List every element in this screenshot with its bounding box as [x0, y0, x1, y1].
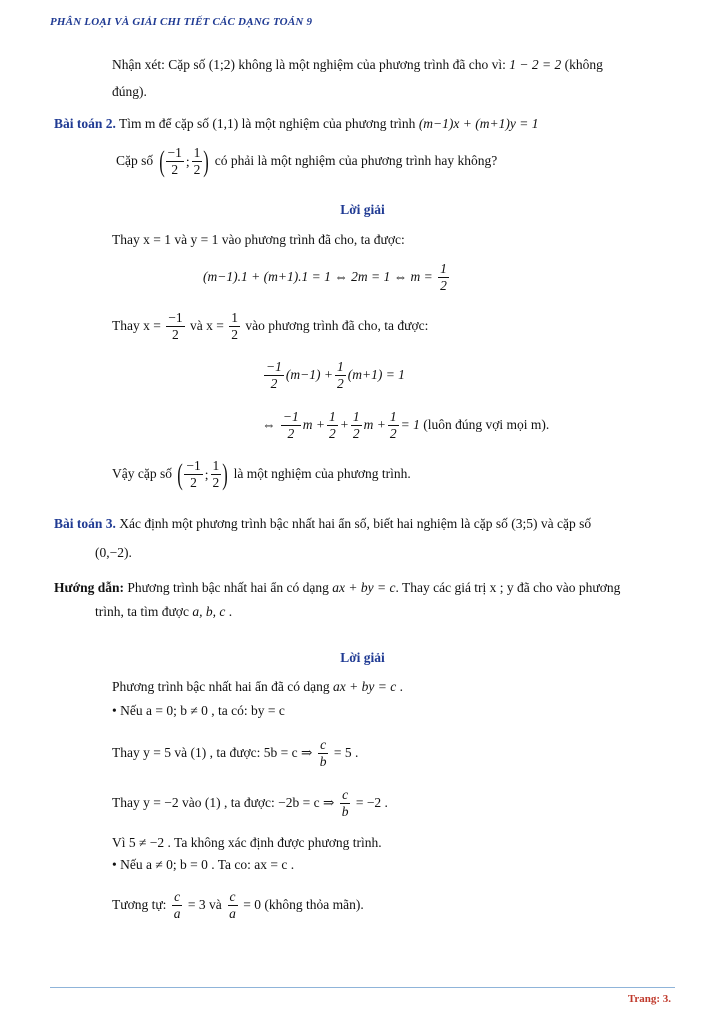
fraction-num: −1 — [281, 410, 301, 426]
page-number: Trang: 3. — [627, 993, 671, 1005]
solution1-eq3 — [262, 410, 549, 441]
solution1-eq2 — [262, 360, 405, 391]
thay1-text-pre: Thay y = 5 và — [112, 744, 191, 760]
fraction-den: b — [319, 754, 327, 770]
fraction — [166, 311, 184, 342]
fraction-den: 2 — [328, 426, 336, 442]
remark-text-pre: Nhận xét: Cặp số — [112, 57, 209, 72]
fraction-num: 1 — [192, 146, 203, 162]
problem2-statement — [54, 116, 538, 132]
fraction — [351, 410, 362, 441]
eq3-term: m + — [302, 416, 325, 432]
thay2-text-pre: Thay y = −2 vào — [112, 794, 205, 810]
conclusion-text-post: là một nghiệm của phương trình. — [233, 465, 411, 481]
fraction-num: 1 — [211, 459, 222, 475]
solution-title: Lời giải — [340, 202, 385, 217]
fraction-den: b — [341, 804, 349, 820]
fraction — [227, 890, 238, 921]
solution2-similar — [112, 890, 364, 921]
fraction — [166, 146, 184, 177]
problem3-statement — [54, 516, 591, 532]
fraction-den: 2 — [440, 278, 447, 294]
step2-text-pre: Thay x = — [112, 317, 161, 333]
fraction — [340, 788, 351, 819]
fraction-den: 2 — [171, 162, 179, 178]
solution2-thay1 — [112, 738, 358, 769]
fraction-num: c — [318, 738, 328, 754]
fraction-den: a — [173, 906, 181, 922]
problem3-pair1: (3;5) — [511, 516, 538, 531]
remark-expression: 1 − 2 = 2 — [509, 57, 562, 72]
eq3-term: + — [339, 416, 349, 432]
fraction-den: 2 — [389, 426, 397, 442]
eq3-term: = 1 — [400, 416, 420, 432]
eq3-equiv: ⇔ — [262, 416, 276, 432]
eq1-text: (m−1).1 + (m+1).1 = 1 ⇔ 2m = 1 ⇔ m = — [203, 268, 433, 284]
problem2-label: Bài toán 2. — [54, 116, 116, 131]
fraction — [438, 262, 449, 293]
solution-title: Lời giải — [340, 650, 385, 665]
fraction — [388, 410, 399, 441]
line1-text-post: . — [396, 679, 403, 694]
remark-line-2: đúng). — [112, 84, 147, 99]
fraction — [172, 890, 183, 921]
fraction-num: c — [172, 890, 182, 906]
solution2-case2: • Nếu a ≠ 0; b = 0 . Ta co: ax = c . — [112, 857, 295, 872]
solution2-case1: • Nếu a = 0; b ≠ 0 , ta có: by = c — [112, 703, 285, 718]
guide-text-1: Phương trình bậc nhất hai ẩn có dạng — [123, 580, 333, 595]
solution1-eq1 — [203, 262, 451, 293]
conclusion-pair: ( $\frac{-1}{2}$ ; $\frac{1}{2}$ ) — [177, 457, 228, 491]
fraction-den: 2 — [270, 376, 278, 392]
problem3-guide-line2 — [95, 604, 232, 620]
fraction-den: a — [229, 906, 236, 922]
step2-text-post: vào phương trình đã cho, ta được: — [245, 317, 429, 333]
problem3-pair2: (0,−2). — [95, 545, 132, 560]
problem3-text2: và cặp số — [537, 516, 592, 531]
similar-text-post: = 0 (không thỏa mãn). — [243, 896, 364, 912]
solution1-step2 — [112, 311, 428, 342]
fraction-num: c — [228, 890, 238, 906]
fraction-num: −1 — [166, 311, 184, 327]
fraction-den: 2 — [231, 327, 238, 343]
conclusion-text-pre: Vậy cặp số — [112, 465, 172, 481]
fraction — [327, 410, 338, 441]
fraction — [184, 459, 202, 490]
question-text-post: có phải là một nghiệm của phương trình hay không? — [214, 152, 498, 168]
eq2-text-mid: (m−1) + — [285, 366, 333, 382]
fraction — [211, 459, 222, 490]
fraction-num: 1 — [351, 410, 362, 426]
solution2-line1 — [112, 679, 403, 695]
step2-text-mid: và x = — [189, 317, 224, 333]
line1-text-pre: Phương trình bậc nhất hai ẩn đã có dạng — [112, 679, 334, 694]
problem2-question — [116, 146, 497, 177]
fraction-num: 1 — [327, 410, 338, 426]
remark-line-1 — [112, 57, 603, 73]
problem2-pair: (1,1) — [212, 116, 239, 131]
fraction-den: 2 — [336, 376, 344, 392]
header-title: PHÂN LOẠI VÀ GIẢI CHI TIẾT CÁC DẠNG TOÁN 9 — [50, 16, 313, 28]
fraction-num: c — [340, 788, 350, 804]
problem3-label: Bài toán 3. — [54, 516, 116, 531]
fraction-num: 1 — [335, 360, 346, 376]
remark-pair: (1;2) — [208, 57, 235, 72]
remark-text-post: (không — [561, 57, 603, 72]
thay1-text-mid: , ta được: 5b = c ⇒ — [206, 744, 313, 760]
solution2-thay2 — [112, 788, 388, 819]
question-pair: ( $\frac{-1}{2}$ ; $\frac{1}{2}$ ) — [158, 144, 210, 178]
guide-abc: a, b, c — [192, 604, 226, 619]
fraction-den: 2 — [352, 426, 360, 442]
eq2-text-post: (m+1) = 1 — [347, 366, 405, 382]
thay1-ref: (1) — [190, 744, 207, 760]
solution1-step1: Thay x = 1 và y = 1 vào phương trình đã cho, ta được: — [112, 232, 405, 247]
similar-text-mid: = 3 và — [187, 896, 226, 912]
fraction-den: 2 — [172, 327, 179, 343]
fraction-den: 2 — [287, 426, 295, 442]
thay1-text-post: = 5 . — [333, 744, 359, 760]
fraction — [335, 360, 346, 391]
fraction-num: −1 — [184, 459, 202, 475]
problem2-text-mid: là một nghiệm của phương trình — [238, 116, 419, 131]
fraction — [264, 360, 284, 391]
solution1-conclusion — [112, 459, 411, 490]
problem3-guide — [54, 580, 620, 596]
fraction-den: 2 — [212, 475, 220, 491]
fraction-den: 2 — [190, 475, 197, 491]
problem2-equation: (m−1)x + (m+1)y = 1 — [418, 116, 539, 131]
problem2-text-pre: Tìm m để cặp số — [115, 116, 213, 131]
fraction — [281, 410, 301, 441]
fraction-num: 1 — [229, 311, 240, 327]
fraction — [229, 311, 240, 342]
guide-form: ax + by = c — [332, 580, 396, 595]
line1-form: ax + by = c — [333, 679, 397, 694]
fraction — [192, 146, 203, 177]
fraction-num: −1 — [264, 360, 284, 376]
fraction-den: 2 — [193, 162, 201, 178]
guide-text-4: . — [225, 604, 233, 619]
fraction-num: 1 — [438, 262, 449, 278]
guide-text-3: trình, ta tìm được — [95, 604, 193, 619]
guide-text-2: . Thay các giá trị x ; y đã cho vào phương — [395, 580, 621, 595]
thay2-text-mid: , ta được: −2b = c ⇒ — [220, 794, 335, 810]
eq3-term: m + — [363, 416, 386, 432]
question-text-pre: Cặp số — [116, 152, 154, 168]
eq3-note: (luôn đúng vợi mọi m). — [419, 416, 550, 432]
remark-text-mid: không là một nghiệm của phương trình đã cho vì: — [235, 57, 510, 72]
thay2-text-post: = −2 . — [355, 794, 388, 810]
footer-divider — [50, 987, 675, 988]
fraction-num: 1 — [388, 410, 399, 426]
similar-text-pre: Tương tự: — [112, 896, 170, 912]
problem3-text: Xác định một phương trình bậc nhất hai ẩn số, biết hai nghiệm là cặp số — [115, 516, 512, 531]
solution2-contradiction: Vì 5 ≠ −2 . Ta không xác định được phương trình. — [112, 835, 382, 850]
thay2-ref: (1) — [204, 794, 221, 810]
fraction — [318, 738, 329, 769]
guide-label: Hướng dẫn: — [54, 580, 124, 595]
fraction-num: −1 — [166, 146, 184, 162]
